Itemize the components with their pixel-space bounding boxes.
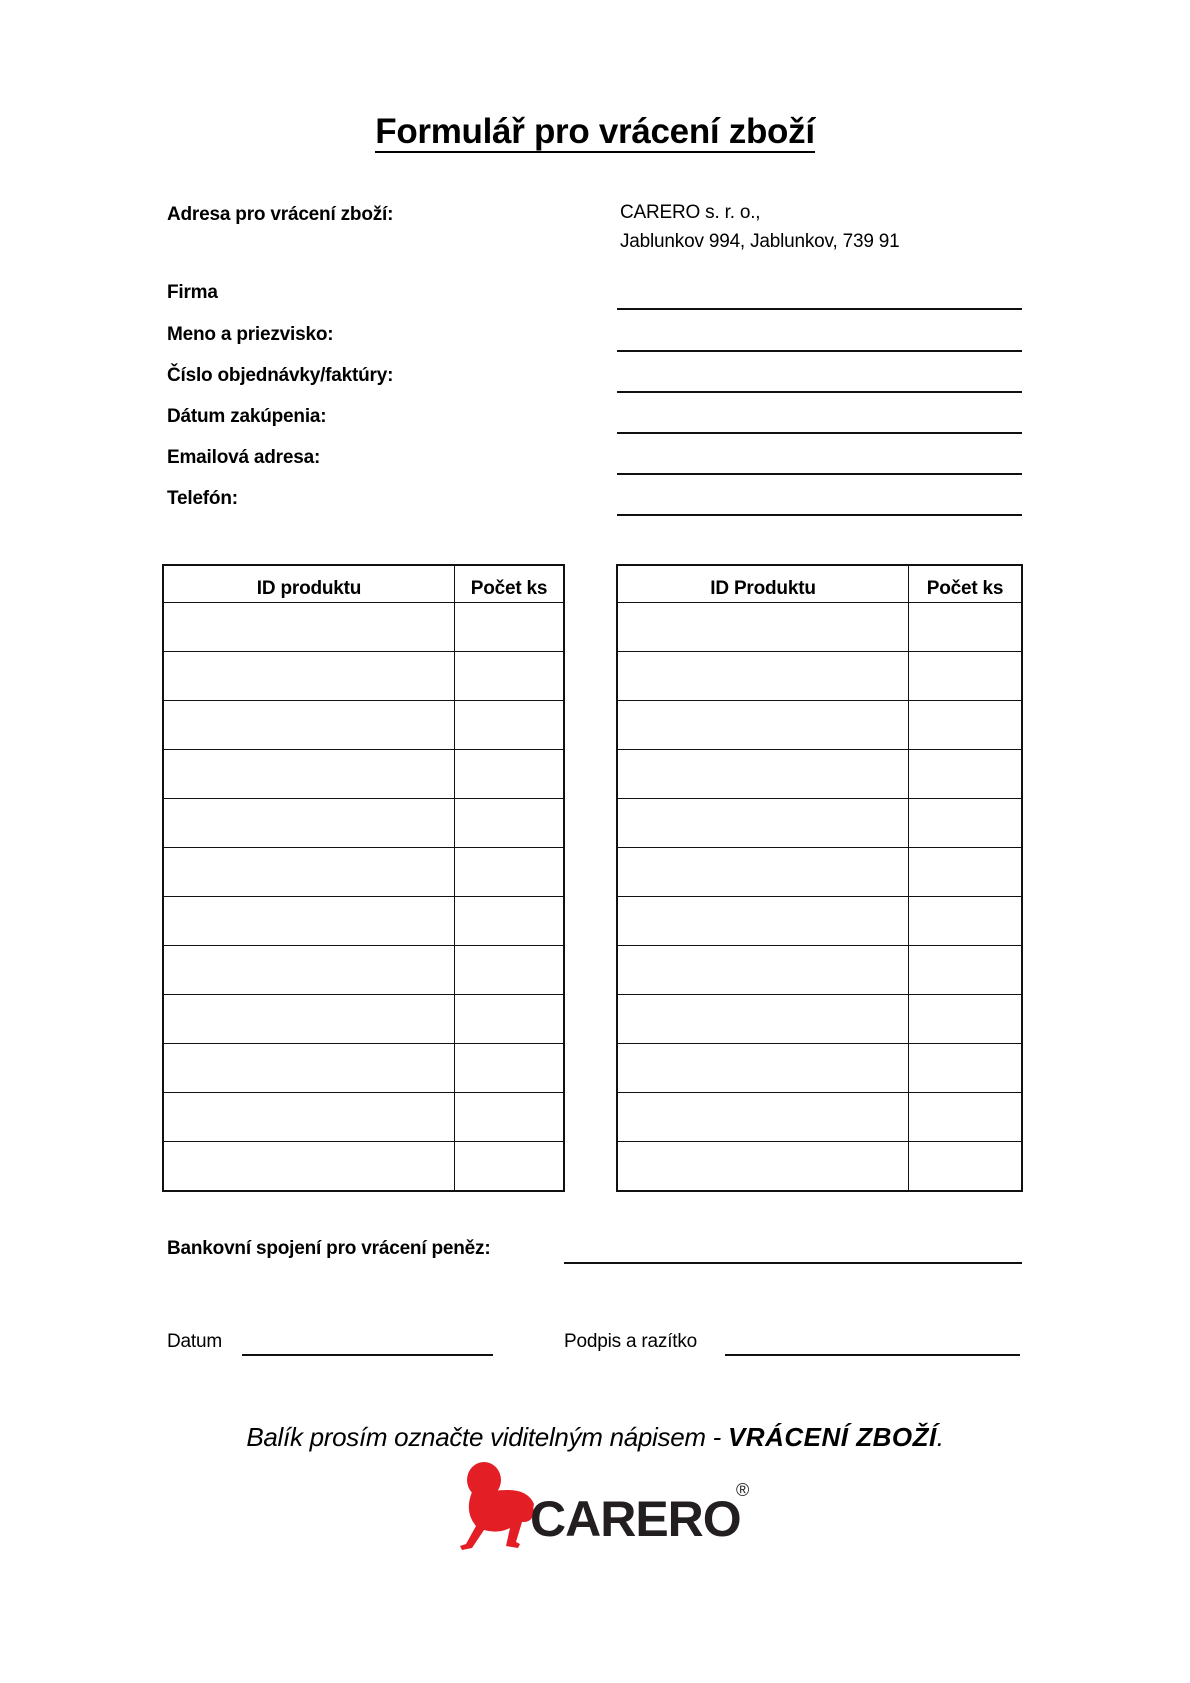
quantity-cell[interactable] [455,603,565,652]
signature-label: Podpis a razítko [564,1331,698,1352]
note-text: Balík prosím označte viditelným nápisem - [246,1422,728,1452]
quantity-cell[interactable] [455,946,565,995]
product-id-cell[interactable] [163,995,455,1044]
field-input-line[interactable] [617,514,1022,522]
quantity-cell[interactable] [455,1142,565,1192]
table-row [163,995,564,1044]
table-row [617,799,1022,848]
field-label: Dátum zakúpenia: [167,406,327,427]
table-row [617,897,1022,946]
product-id-cell[interactable] [617,897,909,946]
quantity-cell[interactable] [455,799,565,848]
quantity-cell[interactable] [909,603,1023,652]
quantity-cell[interactable] [455,652,565,701]
product-id-cell[interactable] [617,1142,909,1192]
product-id-cell[interactable] [617,1093,909,1142]
field-label: Číslo objednávky/faktúry: [167,365,394,386]
registered-mark: ® [736,1480,750,1500]
carero-logo [458,1460,758,1555]
quantity-cell[interactable] [909,1142,1023,1192]
quantity-cell[interactable] [909,946,1023,995]
product-id-cell[interactable] [163,750,455,799]
quantity-cell[interactable] [455,1093,565,1142]
column-header-id: ID Produktu [617,565,909,603]
product-id-cell[interactable] [163,701,455,750]
product-id-cell[interactable] [617,946,909,995]
table-row [617,1044,1022,1093]
table-row [163,652,564,701]
field-input-line[interactable] [617,308,1022,316]
return-address-label: Adresa pro vrácení zboží: [167,204,394,225]
product-id-cell[interactable] [163,1044,455,1093]
note-end: . [936,1422,944,1452]
table-row [163,603,564,652]
quantity-cell[interactable] [909,1044,1023,1093]
quantity-cell[interactable] [909,848,1023,897]
quantity-cell[interactable] [455,750,565,799]
bank-input-line[interactable] [564,1262,1022,1270]
package-note [0,1422,1190,1453]
quantity-cell[interactable] [455,1044,565,1093]
column-header-id: ID produktu [163,565,455,603]
note-emphasis: VRÁCENÍ ZBOŽÍ [727,1422,937,1452]
product-table-left [162,564,565,1192]
table-row [163,897,564,946]
product-id-cell[interactable] [617,701,909,750]
product-id-cell[interactable] [163,799,455,848]
field-label: Telefón: [167,488,238,509]
field-input-line[interactable] [617,473,1022,481]
bank-label: Bankovní spojení pro vrácení peněz: [167,1238,491,1259]
field-label: Meno a priezvisko: [167,324,334,345]
date-input-line[interactable] [242,1354,493,1362]
product-id-cell[interactable] [163,603,455,652]
field-label: Emailová adresa: [167,447,321,468]
table-row [163,750,564,799]
quantity-cell[interactable] [455,897,565,946]
product-id-cell[interactable] [617,799,909,848]
quantity-cell[interactable] [455,995,565,1044]
date-label: Datum [167,1331,222,1352]
return-address-line2: Jablunkov 994, Jablunkov, 739 91 [620,231,900,252]
product-id-cell[interactable] [617,750,909,799]
table-row [163,799,564,848]
product-id-cell[interactable] [617,652,909,701]
quantity-cell[interactable] [909,897,1023,946]
logo-wordmark: CARERO [530,1491,741,1547]
table-row [617,848,1022,897]
product-id-cell[interactable] [163,946,455,995]
field-input-line[interactable] [617,391,1022,399]
quantity-cell[interactable] [455,848,565,897]
quantity-cell[interactable] [909,1093,1023,1142]
table-row [617,1093,1022,1142]
quantity-cell[interactable] [909,750,1023,799]
column-header-qty: Počet ks [455,565,565,603]
table-row [617,995,1022,1044]
quantity-cell[interactable] [909,652,1023,701]
product-table-right [616,564,1023,1192]
product-id-cell[interactable] [163,1142,455,1192]
table-row [163,1142,564,1192]
product-id-cell[interactable] [163,897,455,946]
field-label: Firma [167,282,218,303]
quantity-cell[interactable] [909,799,1023,848]
column-header-qty: Počet ks [909,565,1023,603]
product-id-cell[interactable] [163,1093,455,1142]
quantity-cell[interactable] [909,995,1023,1044]
table-row [163,1044,564,1093]
table-row [163,1093,564,1142]
quantity-cell[interactable] [455,701,565,750]
product-id-cell[interactable] [163,848,455,897]
product-id-cell[interactable] [163,652,455,701]
product-id-cell[interactable] [617,995,909,1044]
table-row [163,701,564,750]
table-row [163,946,564,995]
table-row [617,603,1022,652]
return-address-line1: CARERO s. r. o., [620,202,761,223]
table-row [617,701,1022,750]
field-input-line[interactable] [617,350,1022,358]
field-input-line[interactable] [617,432,1022,440]
quantity-cell[interactable] [909,701,1023,750]
product-id-cell[interactable] [617,1044,909,1093]
table-row [617,750,1022,799]
page-title: Formulář pro vrácení zboží [375,112,815,151]
table-row [163,848,564,897]
product-id-cell[interactable] [617,603,909,652]
table-row [617,652,1022,701]
table-row [617,1142,1022,1192]
table-row [617,946,1022,995]
signature-input-line[interactable] [725,1354,1020,1362]
product-id-cell[interactable] [617,848,909,897]
